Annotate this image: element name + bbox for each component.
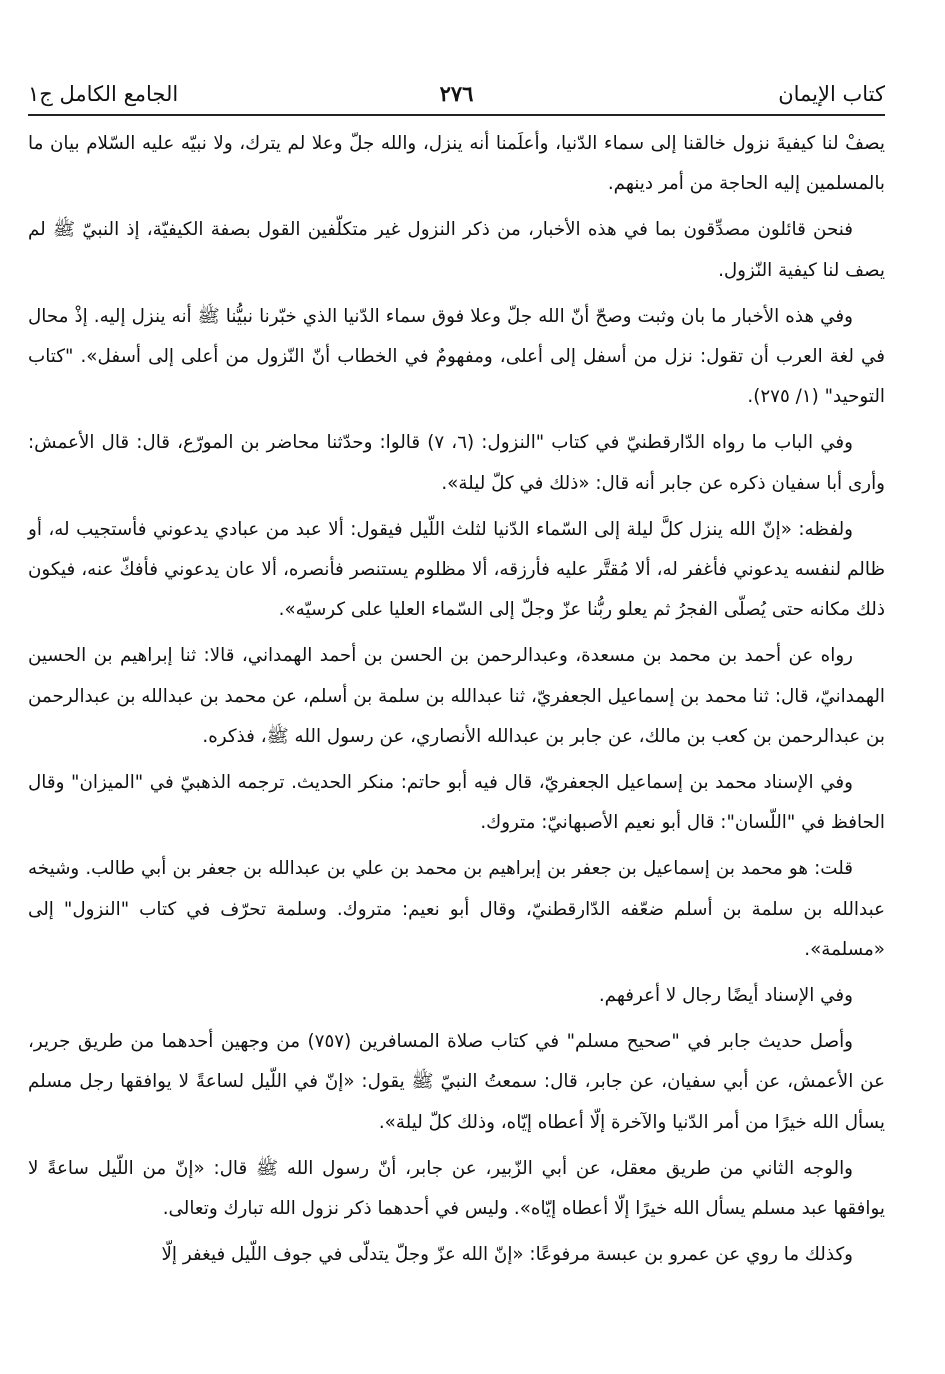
header-section-title: كتاب الإيمان bbox=[778, 82, 885, 106]
paragraph: والوجه الثاني من طريق معقل، عن أبي الزّبير، عن جابر، أنّ رسول الله ﷺ قال: «إنّ من اللّيل ساعةً لا يوافقها عبد مسلم يسأل الله خيرًا إلّا أعطاه إيّاه». وليس في أحدهما ذكر نزول الله تبارك وتعالى. bbox=[28, 1157, 885, 1220]
page-body bbox=[28, 124, 885, 1281]
paragraph: فنحن قائلون مصدِّقون بما في هذه الأخبار، من ذكر النزول غير متكلّفين القول بصفة الكيفيّة، إذ النبيّ ﷺ لم يصف لنا كيفية النّزول. bbox=[28, 219, 885, 281]
paragraph: يصفْ لنا كيفيةَ نزول خالقنا إلى سماء الدّنيا، وأعلَمنا أنه ينزل، والله جلّ وعلا لم يترك، ولا نبيّه عليه السّلام بيان ما بالمسلمين إليه الحاجة من أمر دينهم. bbox=[28, 133, 885, 195]
paragraph: وكذلك ما روي عن عمرو بن عبسة مرفوعًا: «إنّ الله عزّ وجلّ يتدلّى في جوف اللّيل فيغفر إلّا bbox=[161, 1244, 853, 1266]
paragraph: وفي الإسناد أيضًا رجال لا أعرفهم. bbox=[598, 985, 853, 1007]
running-header bbox=[28, 62, 885, 106]
paragraph: رواه عن أحمد بن محمد بن مسعدة، وعبدالرحمن بن الحسن بن أحمد الهمداني، قالا: ثنا إبراهيم بن الحسين الهمدانيّ، قال: ثنا محمد بن إسماعيل الجعفريّ، ثنا عبدالله بن سلمة بن أسلم، عن محمد بن عبدالله بن عبدالرحمن بن عبدالرحمن بن كعب بن مالك، عن جابر بن عبدالله الأنصاري، عن رسول الله ﷺ، فذكره. bbox=[28, 645, 885, 747]
paragraph: وفي الباب ما رواه الدّارقطنيّ في كتاب "النزول: (٦، ٧) قالوا: وحدّثنا محاضر بن المورّع، قال: قال الأعمش: وأرى أبا سفيان ذكره عن جابر أنه قال: «ذلك في كلّ ليلة». bbox=[28, 432, 885, 494]
page-number: ٢٧٦ bbox=[439, 81, 474, 106]
header-book-title: الجامع الكامل ج١ bbox=[28, 82, 179, 106]
paragraph: وفي هذه الأخبار ما بان وثبت وصحّ أنّ الله جلّ وعلا فوق سماء الدّنيا الذي خبّرنا نبيُّنا ﷺ أنه ينزل إليه. إذْ محال في لغة العرب أن تقول: نزل من أسفل إلى أعلى، ومفهومٌ في الخطاب أنّ النّزول من أعلى إلى أسفل». "كتاب التوحيد" (١/ ٢٧٥). bbox=[28, 305, 885, 408]
paragraph: قلت: هو محمد بن إسماعيل بن جعفر بن إبراهيم بن محمد بن علي بن عبدالله بن جعفر بن أبي طالب. وشيخه عبدالله بن سلمة بن أسلم ضعّفه الدّارقطنيّ، وقال أبو نعيم: متروك. وسلمة تحرّف في كتاب "النزول" إلى «مسلمة». bbox=[28, 858, 885, 960]
paragraph: وأصل حديث جابر في "صحيح مسلم" في كتاب صلاة المسافرين (٧٥٧) من وجهين أحدهما من طريق جرير، عن الأعمش، عن أبي سفيان، عن جابر، قال: سمعتُ النبيّ ﷺ يقول: «إنّ في اللّيل لساعةً لا يوافقها رجل مسلم يسأل الله خيرًا من أمر الدّنيا والآخرة إلّا أعطاه إيّاه، وذلك كلّ ليلة». bbox=[28, 1031, 885, 1133]
paragraph: وفي الإسناد محمد بن إسماعيل الجعفريّ، قال فيه أبو حاتم: منكر الحديث. ترجمه الذهبيّ في "الميزان" وقال الحافظ في "اللّسان": قال أبو نعيم الأصبهانيّ: متروك. bbox=[28, 772, 885, 834]
header-rule bbox=[28, 114, 885, 116]
paragraph: ولفظه: «إنّ الله ينزل كلَّ ليلة إلى السّماء الدّنيا لثلث اللّيل فيقول: ألا عبد من عبادي يدعوني فأستجيب له، أو ظالم لنفسه يدعوني فأغفر له، ألا مُقتَّر عليه فأرزقه، ألا مظلوم يستنصر فأنصره، ألا عان يدعوني فأفكّ عنه، فيكون ذلك مكانه حتى يُصلّى الفجرُ ثم يعلو ربُّنا عزّ وجلّ إلى السّماء العليا على كرسيّه». bbox=[28, 518, 885, 621]
